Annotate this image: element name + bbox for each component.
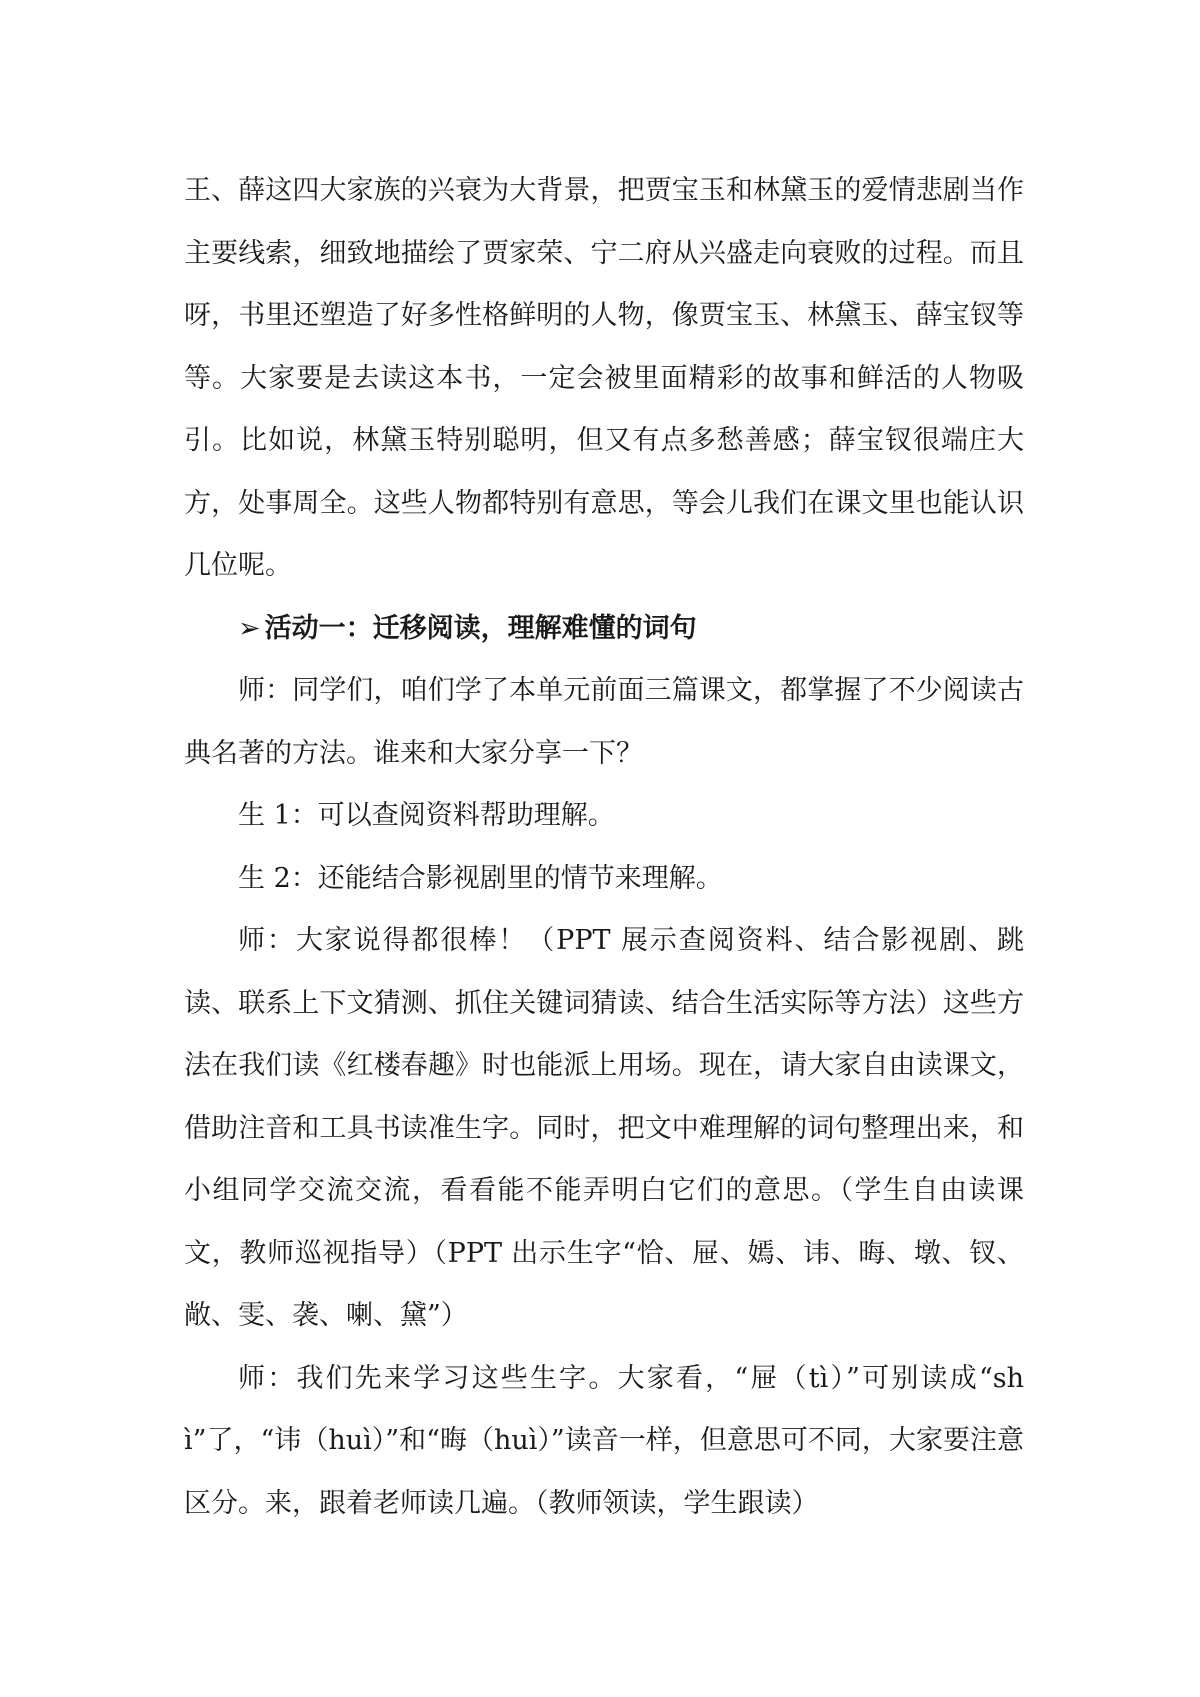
paragraph-teacher-characters: 师：我们先来学习这些生字。大家看，“屉（tì）”可别读成“shì”了，“讳（huì）”和“晦（huì）”读音一样，但意思可不同，大家要注意区分。来，跟着老师读几遍。（教师领读，学生跟读） [184, 1362, 1024, 1519]
document-body [184, 160, 1024, 1535]
paragraph-intro-continued: 王、薛这四大家族的兴衰为大背景，把贾宝玉和林黛玉的爱情悲剧当作主要线索，细致地描绘了贾家荣、宁二府从兴盛走向衰败的过程。而且呀，书里还塑造了好多性格鲜明的人物，像贾宝玉、林黛玉、薛宝钗等等。大家要是去读这本书，一定会被里面精彩的故事和鲜活的人物吸引。比如说，林黛玉特别聪明，但又有点多愁善感；薛宝钗很端庄大方，处事周全。这些人物都特别有意思，等会儿我们在课文里也能认识几位呢。 [184, 175, 1024, 581]
paragraph-teacher-question: 师：同学们，咱们学了本单元前面三篇课文，都掌握了不少阅读古典名著的方法。谁来和大家分享一下？ [184, 675, 1024, 769]
paragraph-student-2: 生 2：还能结合影视剧里的情节来理解。 [238, 862, 723, 894]
activity-heading [184, 598, 1024, 661]
paragraph-student-1: 生 1：可以查阅资料帮助理解。 [238, 800, 615, 831]
arrow-bullet-icon: ➢ [238, 612, 261, 644]
paragraph-teacher-methods: 师：大家说得都很棒！（PPT 展示查阅资料、结合影视剧、跳读、联系上下文猜测、抓住关键词猜读、结合生活实际等方法）这些方法在我们读《红楼春趣》时也能派上用场。现在，请大家自由读课文，借助注音和工具书读准生字。同时，把文中难理解的词句整理出来，和小组同学交流交流，看看能不能弄明白它们的意思。（学生自由读课文，教师巡视指导）（PPT 出示生字“恰、屉、嫣、讳、晦、墩、钗、敞、雯、袭、喇、黛”） [184, 925, 1024, 1331]
activity-heading-text: 活动一：迁移阅读，理解难懂的词句 [264, 612, 697, 644]
